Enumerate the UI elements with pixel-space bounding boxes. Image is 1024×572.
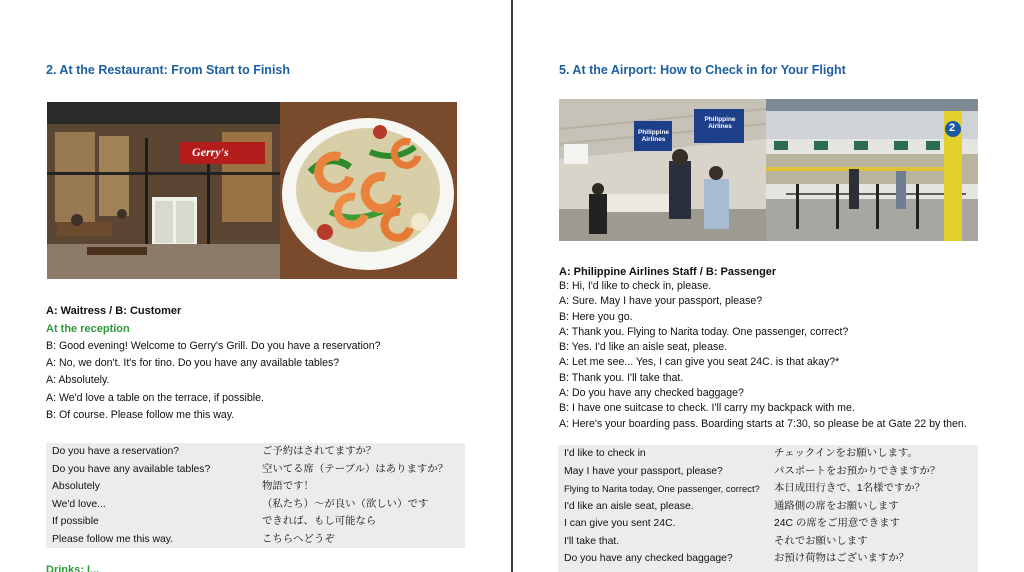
phrase-japanese: ご予約はされてますか？ bbox=[262, 446, 377, 457]
phrase-japanese: できれば、もし可能なら bbox=[262, 516, 377, 527]
phrase-row bbox=[558, 480, 978, 498]
phrase-japanese: 24C の席をご用意できます bbox=[774, 518, 900, 529]
airline-sign-1: Philippine Airlines bbox=[637, 129, 670, 143]
airport-photos bbox=[559, 99, 978, 241]
phrase-row bbox=[46, 513, 465, 531]
restaurant-storefront-photo bbox=[47, 102, 280, 279]
phrase-row bbox=[558, 515, 978, 533]
phrase-english: I can give you sent 24C. bbox=[564, 518, 676, 529]
phrase-english: Absolutely bbox=[52, 481, 100, 492]
phrase-japanese: パスポートをお預かりできますか？ bbox=[774, 465, 941, 477]
airline-sign-2: Philippine Airlines bbox=[704, 116, 736, 130]
left-page bbox=[0, 0, 511, 572]
dialogue-line: B: Here you go. bbox=[559, 310, 633, 323]
dialogue-roles: A: Philippine Airlines Staff / B: Passenger bbox=[559, 266, 777, 278]
phrase-row bbox=[46, 496, 465, 514]
phrase-english: Do you have any checked baggage? bbox=[564, 553, 733, 564]
phrase-table bbox=[46, 443, 465, 548]
checkin-hall-photo bbox=[766, 99, 978, 241]
phrase-english: We'd love... bbox=[52, 498, 106, 510]
phrase-row bbox=[46, 531, 465, 549]
phrase-row bbox=[46, 443, 465, 461]
phrase-english: I'd like to check in bbox=[564, 448, 646, 459]
dialogue-list bbox=[559, 279, 967, 432]
phrase-row bbox=[558, 533, 978, 551]
checkin-counter-photo bbox=[559, 99, 766, 241]
phrase-english: Flying to Narita today, One passenger, correct? bbox=[564, 483, 760, 494]
dialogue-list bbox=[46, 338, 381, 424]
shrimp-soup-photo bbox=[280, 102, 457, 279]
dialogue-line: B: I have one suitcase to check. I'll carry my backpack with me. bbox=[559, 402, 855, 415]
gate-number-sign: 2 bbox=[949, 122, 956, 134]
dialogue-line: A: Thank you. Flying to Narita today. One passenger, correct? bbox=[559, 325, 849, 338]
phrase-table bbox=[558, 445, 978, 572]
section-title-restaurant: 2. At the Restaurant: From Start to Finish bbox=[46, 63, 291, 77]
dialogue-line: B: Yes. I'd like an aisle seat, please. bbox=[559, 341, 728, 354]
dialogue-roles: A: Waitress / B: Customer bbox=[46, 305, 182, 317]
section-title-airport: 5. At the Airport: How to Check in for Your Flight bbox=[559, 63, 846, 77]
dialogue-line: B: Of course. Please follow me this way. bbox=[46, 408, 235, 421]
phrase-english: Please follow me this way. bbox=[52, 533, 174, 545]
phrase-japanese: 空いてる席（テーブル）はありますか？ bbox=[262, 463, 449, 475]
dialogue-line: B: Good evening! Welcome to Gerry's Grill. Do you have a reservation? bbox=[46, 340, 381, 352]
phrase-japanese: （私たち）～が良い（欲しい）です bbox=[262, 498, 429, 510]
phrase-english: If possible bbox=[52, 516, 99, 527]
phrase-row bbox=[558, 445, 978, 463]
phrase-row bbox=[558, 463, 978, 481]
dialogue-line: A: Let me see... Yes, I can give you seat 24C. is that akay?* bbox=[559, 356, 840, 369]
dialogue-line: A: Sure. May I have your passport, please? bbox=[559, 295, 763, 308]
dialogue-line: A: Absolutely. bbox=[46, 374, 110, 387]
phrase-japanese: 本日成田行きで、1名様ですか？ bbox=[774, 483, 926, 494]
restaurant-sign: Gerry's bbox=[192, 145, 229, 159]
phrase-row bbox=[558, 498, 978, 516]
right-page bbox=[513, 0, 1024, 572]
phrase-row bbox=[46, 478, 465, 496]
phrase-row bbox=[558, 550, 978, 568]
phrase-japanese: 通路側の席をお願いします bbox=[774, 500, 899, 512]
phrase-japanese: チェックインをお願いします。 bbox=[774, 448, 918, 459]
phrase-english: Do you have any available tables? bbox=[52, 463, 211, 475]
dialogue-line: A: We'd love a table on the terrace, if possible. bbox=[46, 391, 264, 404]
phrase-english: I'd like an aisle seat, please. bbox=[564, 500, 694, 512]
dialogue-line: B: Hi, I'd like to check in, please. bbox=[559, 280, 712, 292]
phrase-english: I'll take that. bbox=[564, 535, 620, 547]
restaurant-photos bbox=[47, 102, 457, 279]
scene-label: At the reception bbox=[46, 323, 130, 335]
next-section-label: Drinks: I... bbox=[46, 564, 100, 572]
dialogue-line: A: No, we don't. It's for tino. Do you have any available tables? bbox=[46, 357, 340, 370]
phrase-japanese: 物語です！ bbox=[262, 481, 314, 492]
phrase-japanese: こちらへどうぞ bbox=[262, 533, 335, 545]
dialogue-line: A: Here's your boarding pass. Boarding starts at 7:30, so please be at Gate 22 by then. bbox=[559, 417, 967, 430]
phrase-english: May I have your passport, please? bbox=[564, 465, 723, 477]
dialogue-line: B: Thank you. I'll take that. bbox=[559, 371, 684, 384]
phrase-row bbox=[46, 461, 465, 479]
dialogue-line: A: Do you have any checked baggage? bbox=[559, 387, 744, 400]
phrase-english: Do you have a reservation? bbox=[52, 446, 180, 457]
phrase-japanese: お預け荷物はございますか？ bbox=[774, 553, 910, 564]
phrase-japanese: それでお願いします bbox=[774, 535, 868, 547]
